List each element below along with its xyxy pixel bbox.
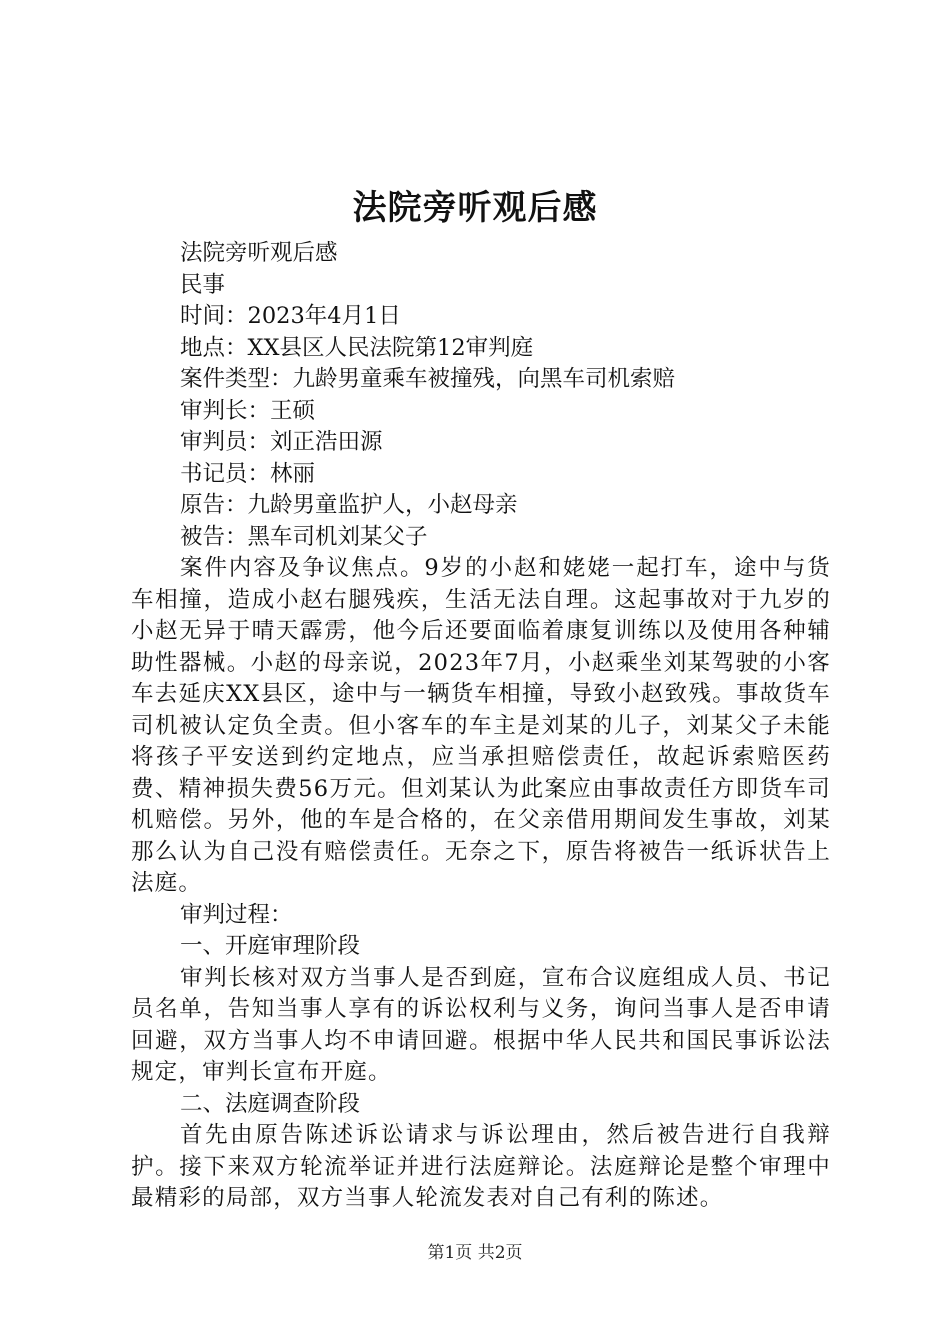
case-paragraph: 案件内容及争议焦点。9岁的小赵和姥姥一起打车，途中与货车相撞，造成小赵右腿残疾，生活无法自理。这起事故对于九岁的小赵无异于晴天霹雳，他今后还要面临着康复训练以及使用各种辅助性器械。小赵的母亲说，2023年7月，小赵乘坐刘某驾驶的小客车去延庆XX县区，途中与一辆货车相撞，导致小赵致残。事故货车司机被认定负全责。但小客车的车主是刘某的儿子，刘某父子未能将孩子平安送到约定地点，应当承担赔偿责任，故起诉索赔医药费、精神损失费56万元。但刘某认为此案应由事故责任方即货车司机赔偿。另外，他的车是合格的，在父亲借用期间发生事故，刘某那么认为自己没有赔偿责任。无奈之下，原告将被告一纸诉状告上法庭。 — [131, 555, 831, 896]
meta-case-category: 民事 — [180, 271, 226, 298]
document-title: 法院旁听观后感 — [352, 188, 598, 228]
stage1-paragraph: 审判长核对双方当事人是否到庭，宣布合议庭组成人员、书记员名单，告知当事人享有的诉讼权利与义务，询问当事人是否申请回避，双方当事人均不申请回避。根据中华人民共和国民事诉讼法规定，审判长宣布开庭。 — [131, 964, 831, 1085]
meta-defendant: 被告：黑车司机刘某父子 — [180, 523, 428, 550]
document-body — [131, 238, 831, 1215]
meta-judges: 审判员：刘正浩田源 — [180, 429, 383, 455]
meta-plaintiff: 原告：九龄男童监护人，小赵母亲 — [180, 492, 518, 518]
process-heading: 审判过程： — [180, 901, 293, 928]
stage1-heading: 一、开庭审理阶段 — [180, 933, 361, 959]
meta-presiding-judge: 审判长：王硕 — [180, 397, 316, 424]
meta-location: 地点：XX县区人民法院第12审判庭 — [180, 334, 534, 361]
stage2-paragraph: 首先由原告陈述诉讼请求与诉讼理由，然后被告进行自我辩护。接下来双方轮流举证并进行法庭辩论。法庭辩论是整个审理中最精彩的局部，双方当事人轮流发表对自己有利的陈述。 — [131, 1122, 831, 1211]
meta-case-type: 案件类型：九龄男童乘车被撞残，向黑车司机索赔 — [180, 366, 676, 392]
page-footer: 第1页 共2页 — [427, 1243, 523, 1263]
meta-clerk: 书记员：林丽 — [180, 460, 316, 487]
meta-time: 时间：2023年4月1日 — [180, 303, 401, 329]
meta-repeat-title: 法院旁听观后感 — [180, 240, 338, 266]
stage2-heading: 二、法庭调查阶段 — [180, 1090, 361, 1117]
